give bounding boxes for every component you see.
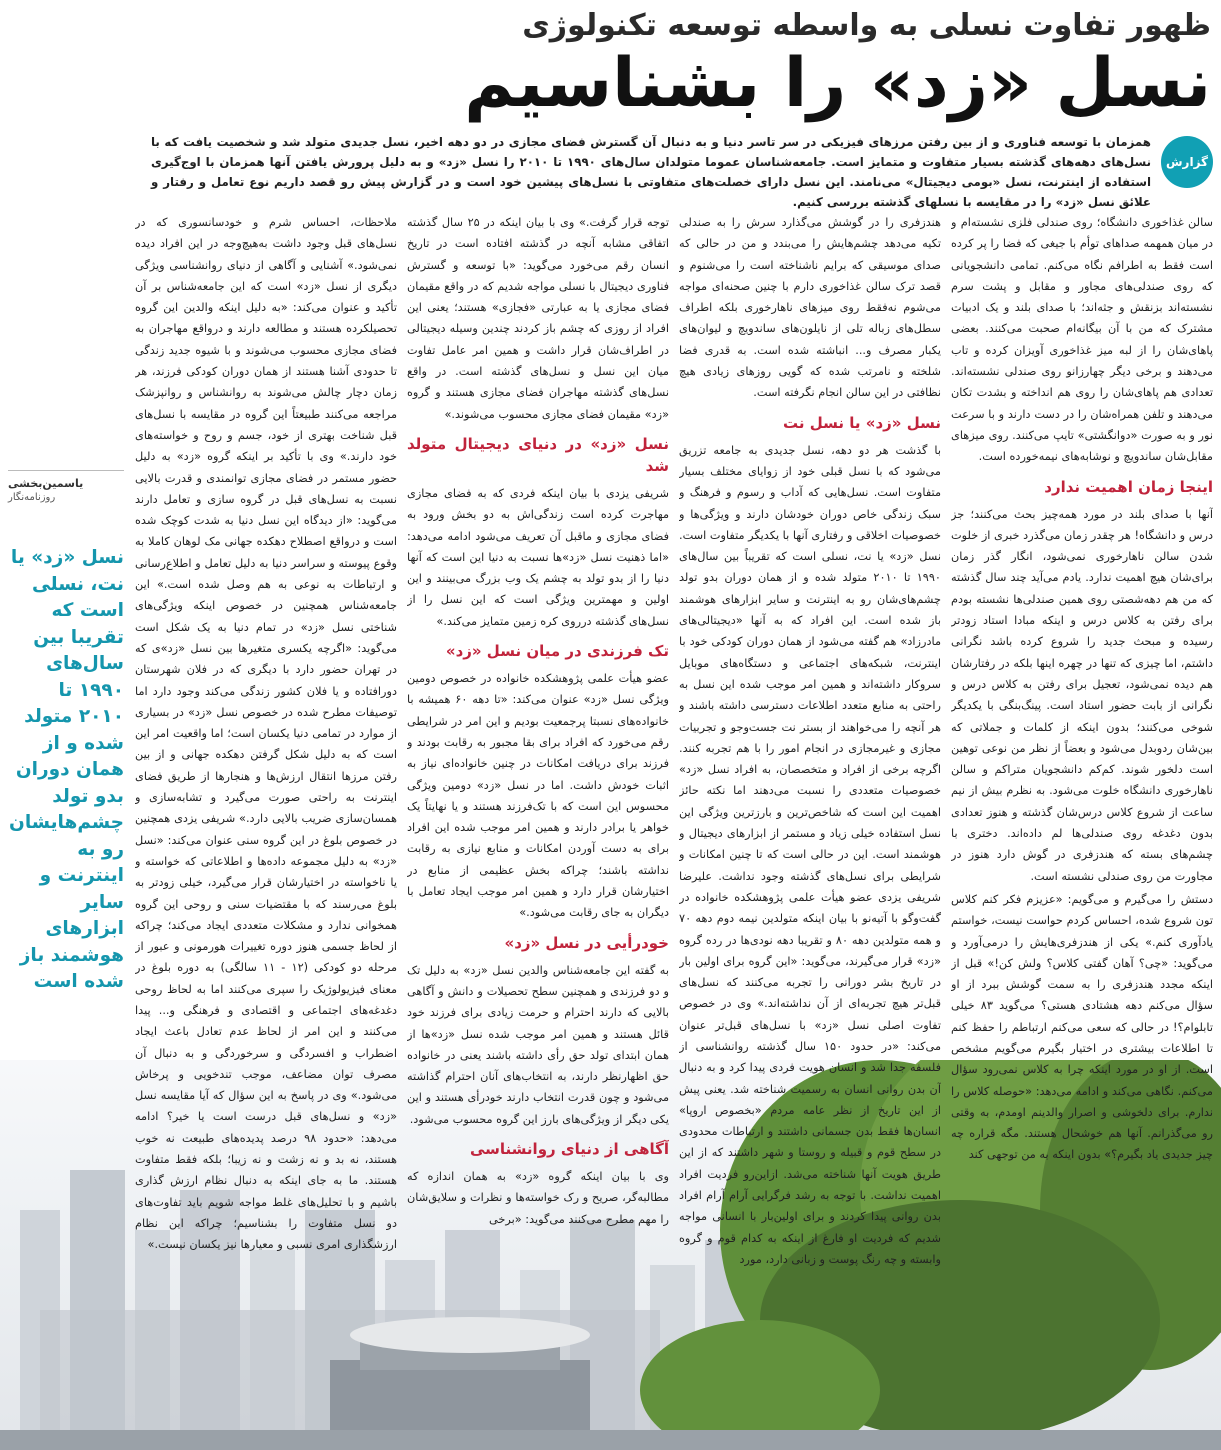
paragraph: با گذشت هر دو دهه، نسل جدیدی به جامعه تزریق می‌شود که با نسل قبلی خود از زوایای مختلف بسیار متفاوت است. نسل‌هایی که آداب و رسوم و فرهنگ و سبک زندگی خاص دوران خودشان دارند و ویژگی‌ها و خصوصیات اخلاقی و رفتاری آنها با یکدیگر متفاوت است. نسل «زد» یا نت، نسلی است که تقریباً بین سال‌های ۱۹۹۰ تا ۲۰۱۰ متولد شده و از همان دوران بدو تولد چشم‌های‌شان رو به اینترنت و سایر ابزارهای هوشمند باز شده است. این افراد که به آنها «دیجیتالی‌های مادرزاد» هم گفته می‌شود از همان دوران کودکی خود با اینترنت، شبکه‌های اجتماعی و دستگاه‌های موبایل سروکار داشته‌اند و همین امر موجب شده این نسل به راحتی به منابع متعدد اطلاعات دسترسی داشته باشند و هر آنچه را می‌خواهند از بستر نت جست‌وجو و تجربیات مجازی و غیرمجازی در انجام امور را با هم تجربه کنند. اگرچه برخی از افراد و متخصصان، به افراد نسل «زد» خصوصیات متعددی را نسبت می‌دهند اما نکته حائز اهمیت این است که شاخص‌ترین و بارزترین ویژگی این نسل استفاده خیلی زیاد و مستمر از ابزارهای دیجیتال و هوشمند است. این در حالی است که تا چنین امکانات و شرایطی برای نسل‌های گذشته وجود نداشت. علیرضا شریفی یزدی عضو هیأت علمی پژوهشکده خانواده در گفت‌وگو با آتیه‌نو با بیان اینکه متولدین نیمه دوم دهه ۷۰ و همه متولدین دهه ۸۰ و تقریبا دهه نودی‌ها در رده گروه «زد» قرار می‌گیرند، می‌گوید: «این گروه برای اولین بار در تاریخ بشر دورانی را تجربه می‌کنند که نسل‌های قبل‌تر هیچ تجربه‌ای از آن نداشته‌اند.» وی در خصوص تفاوت اصلی نسل «زد» با نسل‌های قبل‌تر عنوان می‌کند: «در حدود ۱۵۰ سال گذشته روانشناسی از فلسفه جدا شد و انسان هویت فردی پیدا کرد و به دنبال آن بدن روانی انسان به رسمیت شناخته شد. یعنی پیش از این تاریخ از نظر عامه مردم «بخصوص اروپا» انسان‌ها فقط بدن جسمانی داشتند و ارتباطات محدودی در سطح قوم و قبیله و روستا و شهر داشتند که از این طریق هویت آنها شناخته می‌شد. ازاین‌رو فردیت افراد اهمیت نداشت. با توجه به رشد فرگرایی آرام آرام افراد بدن روانی پیدا کردند و برای اولین‌بار با انسانی مواجه شدیم که فردیت او فارغ از اینکه به کدام قوم و گروه وابسته و چه رنگ پوست و زبانی دارد، مورد: [679, 443, 941, 1266]
paragraph: سالن غذاخوری دانشگاه؛ روی صندلی فلزی نشسته‌ام و در میان همهمه صداهای توأم با جیغی که فضا را پر کرده است فقط به اطرافم نگاه می‌کنم. تمامی دانشجویانی که روی صندلی‌های مجاور و مقابل و پشت سرم نشسته‌اند بزنقش و جثه‌اند؛ با صدای بلند و یک ادبیات مشترک که من با آن بیگانه‌ام صحبت می‌کنند. بعضی پاهای‌شان را از لبه میز غذاخوری آویزان کرده و تاب می‌دهند و برخی دیگر چهارزانو روی صندلی نشسته‌اند. تعدادی هم پاهای‌شان را روی هم انداخته و بشدت تکان می‌دهند و تلفن همراه‌شان را در دست دارند و با سرعت نور و به صورت «دوانگشتی» تایپ می‌کنند. روی میزهای مقابل‌شان ساندویچ و نوشابه‌های نیمه‌خورده است.: [951, 216, 1213, 464]
paragraph: ملاحظات، احساس شرم و خودسانسوری که در نسل‌های قبل وجود داشت به‌هیچ‌وجه در این افراد دیده نمی‌شود.» آشنایی و آگاهی از دنیای روانشناسی ویژگی دیگری از نسل «زد» است که این جامعه‌شناس بر آن تأکید و عنوان می‌کند: «به دلیل اینکه والدین این گروه تحصیلکرده هستند و مطالعه دارند و درواقع مهاجران به فضای مجازی محسوب می‌شوند و با شیوه جدید زندگی تا حدودی آشنا هستند از همان دوران کودکی فرزند، هر زمان دچار چالش می‌شوند به روانشناس و روانپزشک مراجعه می‌کنند طبیعتاً این گروه در مقایسه با نسل‌های قبل شناخت بهتری از خود، جسم و روح و خواسته‌های خود دارند.» وی با تأکید بر اینکه گروه «زد» به دلیل حضور مستمر در فضای مجازی توانمندی و قدرت بالایی نسبت به نسل‌های قبل در گروه سازی و تعامل دارند می‌گوید: «از دیدگاه این نسل دنیا به شدت کوچک شده است و درواقع اصطلاح دهکده جهانی مک لوهان کاملا به وقوع پیوسته و سراسر دنیا به دلیل تعامل و اطلاع‌رسانی و ارتباطات به نوعی به هم وصل شده است.» این جامعه‌شناس همچنین در خصوص اینکه ویژگی‌های شناختی نسل «زد» در تمام دنیا به یک شکل است می‌گوید: «اگرچه یکسری متغیرها بین نسل «زد»ی که در تهران حضور دارد با دیگری که در فلان شهرستان دورافتاده و یا فلان کشور زندگی می‌کند وجود دارد اما توصیفات مطرح شده در خصوص نسل «زد» در بسیاری از موارد در تمامی دنیا یکسان است؛ اما واقعیت امر این است که به دلیل شکل گرفتن دهکده جهانی و از بین رفتن مرزها انتقال ارزش‌ها و هنجارها از طریق فضای اینترنت به راحتی صورت می‌گیرد و تشابه‌سازی و همسان‌سازی ضریب بالایی دارد.» شریفی یزدی همچنین در خصوص بلوغ در این گروه سنی عنوان می‌کند: «نسل «زد» به دلیل مجموعه داده‌ها و اطلاعاتی که خواسته و یا ناخواسته در اختیارشان قرار می‌گیرد، خیلی زودتر به بلوغ می‌رسند که با مقتضیات سنی و روحی این گروه همخوانی ندارد و مشکلات متعددی ایجاد می‌کند؛ چراکه از لحاظ جسمی هنوز دوره تغییرات هورمونی و عبور از مرحله دو کودکی (۱۲ - ۱۱ سالگی) به دوره بلوغ در معنای فیزیولوژیک را سپری می‌کنند اما به لحاظ روحی دغدغه‌های اجتماعی و اقتصادی و فرهنگی و... پیدا می‌کنند و این امر از لحاظ عدم تعادل باعث ایجاد اضطراب و افسردگی و سرخوردگی و به دنبال آن مصرف توان مضاعف، موجب تندخویی و پرخاش می‌شود.» وی در پاسخ به این سؤال که آیا مقایسه نسل «زد» و نسل‌های قبل درست است یا خیر؟ ادامه می‌دهد: «حدود ۹۸ درصد پدیده‌های طبیعت نه خوب هستند، نه بد و نه زشت و نه زیبا؛ بلکه فقط متفاوت هستند. ما به جای اینکه به دنبال نظام ارزش گذاری باشیم و با تحلیل‌های غلط مواجه شویم باید تفاوت‌های دو نسل متفاوت را بشناسیم؛ چراکه این نظام ارزشگذاری امری نسبی و معیارها نیز یکسان نیست.»: [135, 216, 397, 1252]
paragraph: دستش را می‌گیرم و می‌گویم: «عزیزم فکر کنم کلاس تون شروع شده، احساس کردم حواست نیست، خواستم یادآوری کنم.» یکی از هندزفری‌هایش را درمی‌آورد و می‌گوید: «چی؟ آهان گفتی کلاس؟ ولش کن!» قبل از اینکه مجدد هندزفری را به سمت گوشش ببرد از او سؤال می‌کنم دهه هشتادی هستی؟ می‌گوید ۸۳ خیلی تابلوام؟! در حالی که سعی می‌کنم ارتباطم را حفظ کنم تا اطلاعات بیشتری در اختیار بگیرم می‌گویم مشخص است. از او در مورد اینکه چرا به کلاس نمی‌رود سؤال می‌کنم. نگاهی می‌کند و ادامه می‌دهد: «حوصله کلاس را ندارم. برای دلخوشی و اصرار والدینم اومدم، به وقتی رو می‌گذرانم. آنها هم خوشحال هستند. مگه قراره چه چیز جدیدی یاد بگیرم؟» بدون اینکه به من توجهی کند: [951, 892, 1213, 1162]
byline: [8, 470, 124, 503]
article-body: [132, 212, 1213, 1292]
article-header: [11, 0, 1211, 130]
section-heading: نسل «زد» یا نسل نت: [783, 413, 941, 432]
column-2: [679, 212, 941, 1292]
column-1: [951, 212, 1213, 1292]
lead-section: [13, 132, 1213, 209]
pull-quote: نسل «زد» یا نت، نسلی است که تقریبا بین سال‌های ۱۹۹۰ تا ۲۰۱۰ متولد شده و از همان دوران بدو تولد چشم‌هایشان رو به اینترنت و سایر ابزارهای هوشمند باز شده است: [9, 547, 124, 992]
section-heading: تک فرزندی در میان نسل «زد»: [445, 642, 669, 661]
section-heading: آگاهی از دنیای روانشناسی: [469, 1139, 669, 1158]
section-heading: خودرأیی در نسل «زد»: [504, 933, 669, 952]
paragraph: توجه قرار گرفت.» وی با بیان اینکه در ۲۵ سال گذشته اتفاقی مشابه آنچه در گذشته افتاده است در تاریخ انسان رقم می‌خورد می‌گوید: «با توسعه و گسترش فناوری دیجیتال با نسلی مواجه شدیم که در واقع مقیمان فضای مجازی یا به عبارتی «فجازی» هستند؛ یعنی این افراد از روزی که چشم باز کردند چندین وسیله دیجیتالی در اطراف‌شان قرار داشت و همین امر عامل تفاوت میان این نسل و نسل‌های گذشته است. در واقع نسل‌های گذشته مهاجران فضای مجازی هستند و گروه «زد» مقیمان فضای مجازی محسوب می‌شوند.»: [407, 216, 669, 421]
report-badge: گزارش: [1161, 136, 1213, 188]
paragraph: عضو هیأت علمی پژوهشکده خانواده در خصوص دومین ویژگی نسل «زد» عنوان می‌کند: «تا دهه ۶۰ همیشه با خانواده‌های نسبتا پرجمعیت بودیم و این امر در شرایطی رقم می‌خورد که افراد برای بقا مجبور به رقابت بودند و فرزند برای دریافت امکانات در چنین خانواده‌ای نیاز به اثبات خودش داشت. اما در نسل «زد» دومین ویژگی محسوس این است که با تک‌فرزند هستند و یا نهایتاً یک خواهر یا برادر دارند و همین امر موجب شده این افراد برای به دست آوردن امکانات و منابع نیازی به رقابت نداشته باشند؛ چراکه بخش عظیمی از منابع در اختیارشان قرار دارد و همین امر موجب ایجاد تعامل با دیگران به جای رقابت می‌شود.»: [407, 672, 669, 920]
sidebar: [8, 470, 124, 996]
section-heading: اینجا زمان اهمیت ندارد: [1044, 477, 1213, 496]
column-3: [407, 212, 669, 1292]
paragraph: وی با بیان اینکه گروه «زد» به همان اندازه که مطالبه‌گر، صریح و رک خواسته‌ها و نظرات و سلایق‌شان را مهم مطرح می‌کنند می‌گوید: «برخی: [407, 1169, 669, 1226]
lead-paragraph: همزمان با توسعه فناوری و از بین رفتن مرزهای فیزیکی در سر تاسر دنیا و به دنبال آن گسترش فضای مجازی در دو دهه اخیر، نسل جدیدی متولد شد و شخصیت یافت که با نسل‌های دهه‌های گذشته بسیار متفاوت و متمایز است. جامعه‌شناسان عموما متولدان سال‌های ۱۹۹۰ تا ۲۰۱۰ را نسل «زد» و به دلیل پرورش یافتن آنها همزمان با اوج‌گیری استفاده از اینترنت، نسل «بومی دیجیتال» می‌نامند. این نسل دارای خصلت‌های متفاوتی با نسل‌های پیشین خود است و در گزارش پیش رو قصد داریم نوع تعامل و رفتار و علائق نسل «زد» را در مقایسه با نسلهای گذشته بررسی کنیم.: [151, 135, 1152, 209]
paragraph: آنها با صدای بلند در مورد همه‌چیز بحث می‌کنند؛ جز درس و دانشگاه! هر چقدر زمان می‌گذرد خبری از خلوت شدن سالن ناهارخوری نمی‌شود، انگار گذر زمان برای‌شان هیچ اهمیت ندارد. یادم می‌آید چند سال گذشته که من هم دهه‌شصتی روی همین صندلی‌ها نشسته بودم برای رفتن به کلاس درس و اینکه مبادا استاد زودتر رسیده و مبحث جدید را شروع کرده باشد نگرانی داشتم، اما چیزی که تنها در چهره اینها بلکه در رفتارشان هم دیده نمی‌شود، تعجیل برای رفتن به کلاس درس و نگرانی از بابت حضور استاد است. پینگ‌بنگی با یکدیگر شوخی می‌کنند؛ بدون اینکه از کلمات و جملاتی که بین‌شان ردوبدل می‌شود و بعضاً از نظر من نوعی توهین است دلخور شوند. کم‌کم دانشجویان متراکم و سالن ناهارخوری دانشگاه خلوت می‌شود. به نظرم بیش از نیم ساعت از شروع کلاس درس‌شان گذشته و هنوز تعدادی بدون دغدغه روی صندلی‌ها لم داده‌اند. دختری با چشم‌های بسته که هندزفری در گوش دارد هنوز در مجاورت من روی صندلی نشسته است.: [951, 507, 1213, 883]
headline: نسل «زد» را بشناسیم: [464, 44, 1211, 123]
paragraph: هندزفری را در گوشش می‌گذارد سرش را به صندلی تکیه می‌دهد چشم‌هایش را می‌بندد و من در حالی که صدای موسیقی که برایم ناشناخته است را می‌شنوم و قصد ترک سالن غذاخوری دارم با چنین صحنه‌ای مواجه می‌شوم نه‌فقط روی میزهای ناهارخوری بلکه اطراف سطل‌های زباله تلی از نایلون‌های ساندویچ و لیوان‌های یکبار مصرف و... انباشته شده است. به قدری فضا شلخته و نامرتب شده که گویی روزهای زیادی هیچ نظافتی در این سالن انجام نگرفته است.: [679, 216, 941, 400]
section-heading: نسل «زد» در دنیای دیجیتال متولد شد: [407, 434, 669, 475]
paragraph: شریفی یزدی با بیان اینکه فردی که به فضای مجازی مهاجرت کرده است زندگی‌اش به دو بخش ورود به فضای مجازی و ماقبل آن تعریف می‌شود ادامه می‌دهد: «اما ذهنیت نسل «زد»ها نسبت به دنیا این است که آنها دنیا را از بدو تولد به چشم یک وب بزرگ می‌بینند و این اولین و مهمترین ویژگی است که این نسل را از نسل‌های گذشته درروی کره زمین متمایز می‌کند.»: [407, 486, 669, 628]
kicker-title: ظهور تفاوت نسلی به واسطه توسعه تکنولوژی: [522, 8, 1211, 43]
column-4: [135, 212, 397, 1292]
author-name: یاسمین‌بخشی: [8, 477, 84, 490]
paragraph: به گفته این جامعه‌شناس والدین نسل «زد» به دلیل تک و دو فرزندی و همچنین سطح تحصیلات و دانش و آگاهی بالایی که دارند احترام و حرمت زیادی برای فرزند خود قائل هستند و همین امر موجب شده نسل «زد»ها از همان ابتدای تولد حق رأی داشته باشند یعنی در خانواده حق اظهارنظر دارند، به انتخاب‌های آنان احترام گذاشته می‌شود و چون قدرت انتخاب دارند خودرأی هستند و این یکی دیگر از ویژگی‌های بارز این گروه محسوب می‌شود.: [407, 963, 669, 1126]
author-role: روزنامه‌نگار: [8, 492, 56, 503]
